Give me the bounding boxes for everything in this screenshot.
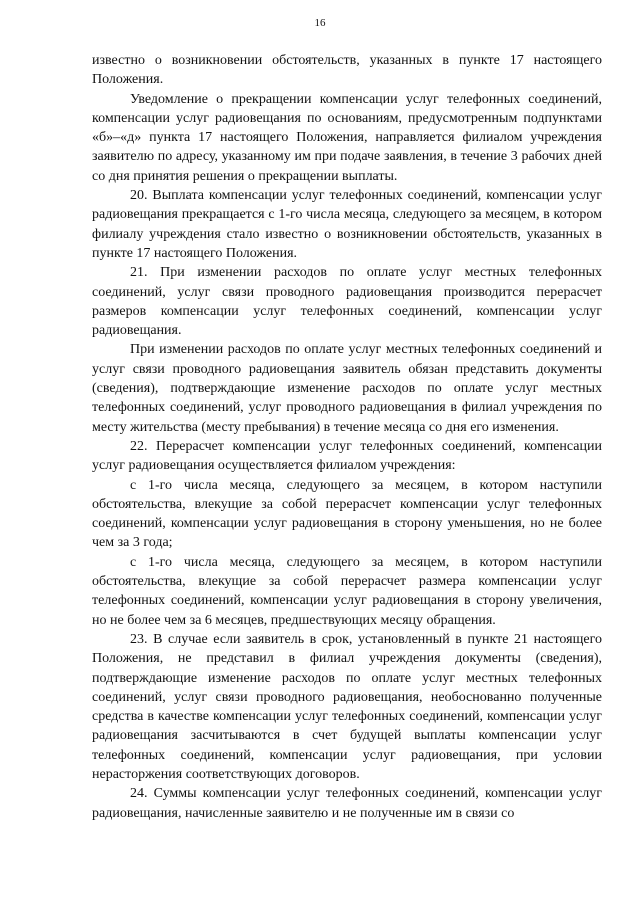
paragraph-20: 20. Выплата компенсации услуг телефонных соединений, компенсации услуг радиовещания прекращается с 1-го числа месяца, следующего за месяцем, в котором филиалу учреждения стало известно о возникновении обстоятельств, указанных в пункте 17 настоящего Положения.: [92, 188, 602, 261]
paragraph-24: 24. Суммы компенсации услуг телефонных соединений, компенсации услуг радиовещания, начисленные заявителю и не полученные им в связи со: [92, 786, 602, 821]
paragraph-termination-notice: Уведомление о прекращении компенсации услуг телефонных соединений, компенсации услуг радиовещания по основаниям, предусмотренным подпунктами «б»–«д» пункта 17 настоящего Положения, направляется филиалом учреждения заявителю по адресу, указанному им при подаче заявления, в течение 3 рабочих дней со дня принятия решения о прекращении выплаты.: [92, 91, 602, 184]
paragraph-22-decrease: с 1-го числа месяца, следующего за месяцем, в котором наступили обстоятельства, влекущие за собой перерасчет компенсации услуг телефонных соединений, компенсации услуг радиовещания в сторону уменьшения, но не более чем за 3 года;: [92, 477, 602, 551]
paragraph-21: 21. При изменении расходов по оплате услуг местных телефонных соединений, услуг связи проводного радиовещания производится перерасчет размеров компенсации услуг телефонных соединений, компенсации услуг радиовещания.: [92, 265, 602, 339]
paragraph-continuation: известно о возникновении обстоятельств, указанных в пункте 17 настоящего Положения.: [92, 53, 602, 88]
document-body: [92, 51, 602, 823]
page-number: 16: [314, 17, 326, 29]
paragraph-21-obligation: При изменении расходов по оплате услуг местных телефонных соединений и услуг связи проводного радиовещания заявитель обязан представить документы (сведения), подтверждающие изменение расходов по оплате услуг местных телефонных соединений, услуг проводного радиовещания в филиал учреждения по месту жительства (месту пребывания) в течение месяца со дня его изменения.: [92, 342, 602, 435]
paragraph-22-increase: с 1-го числа месяца, следующего за месяцем, в котором наступили обстоятельства, влекущие за собой перерасчет размера компенсации услуг телефонных соединений, компенсации услуг радиовещания в сторону увеличения, но не более чем за 6 месяцев, предшествующих месяцу обращения.: [92, 554, 602, 628]
paragraph-22: 22. Перерасчет компенсации услуг телефонных соединений, компенсации услуг радиовещания осуществляется филиалом учреждения:: [92, 438, 602, 474]
paragraph-23: 23. В случае если заявитель в срок, установленный в пункте 21 настоящего Положения, не представил в филиал учреждения документы (сведения), подтверждающие изменение расходов по оплате услуг местных телефонных соединений, услуг связи проводного радиовещания, необоснованно полученные средства в качестве компенсации услуг телефонных соединений, компенсации услуг радиовещания засчитываются в счет будущей выплаты компенсации услуг телефонных соединений, компенсации услуг радиовещания, при условии нерасторжения соответствующих договоров.: [92, 631, 602, 782]
